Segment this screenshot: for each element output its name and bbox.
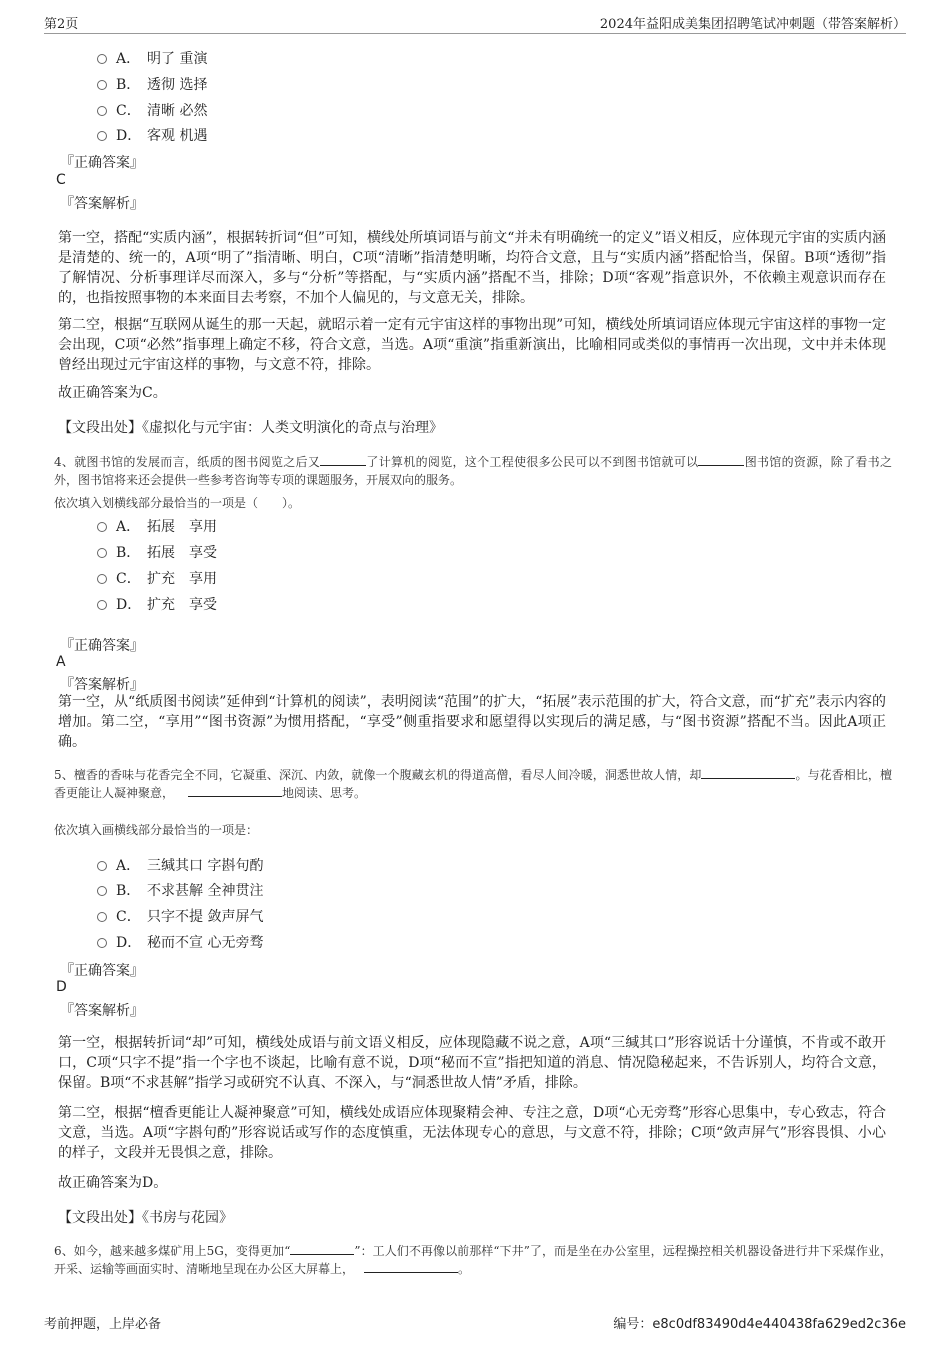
radio-icon[interactable]	[97, 886, 107, 896]
page-header	[44, 13, 906, 34]
q5-source: 【文段出处】《书房与花园》	[58, 1210, 233, 1226]
q5-option-c[interactable]: C． 只字不提 敛声屏气	[97, 906, 263, 926]
radio-icon[interactable]	[97, 912, 107, 922]
q3-answer: C	[56, 172, 66, 188]
q3-analysis-paragraph-1: 第一空，搭配“实质内涵”，根据转折词“但”可知，横线处所填词语与前文“并未有明确统一的定义”语义相反，应体现元宇宙的实质内涵是清楚的、统一的，A项“明了”指清晰、明白，C项“清晰”指清楚明晰，均符合文意，且与“实质内涵”搭配恰当，保留。B项“透彻”指了解情况、分析事理详尽而深入，多与“分析”等搭配，与“实质内涵”搭配不当，排除；D项“客观”指意识外，不依赖主观意识而存在的，也指按照事物的本来面目去考察，不加个人偏见的，与文意无关，排除。	[58, 230, 886, 306]
q4-prompt: 依次填入划横线部分最恰当的一项是（ ）。	[54, 496, 301, 510]
radio-icon[interactable]	[97, 80, 107, 90]
q4-analysis-label: 『答案解析』	[60, 677, 144, 693]
q4-option-b[interactable]: B． 拓展 享受	[97, 542, 217, 562]
fill-blank	[188, 784, 282, 797]
q5-analysis-paragraph-1: 第一空，根据转折词“却”可知，横线处成语与前文语义相反，应体现隐藏不说之意，A项“三缄其口”形容说话十分谨慎，不肯或不敢开口，C项“只字不提”指一个字也不谈起，比喻有意不说，D项“秘而不宣”指把知道的消息、情况隐秘起来，不告诉别人，均符合文意，保留。B项“不求甚解”指学习或研究不认真、不深入，与“洞悉世故人情”矛盾，排除。	[58, 1035, 886, 1091]
radio-icon[interactable]	[97, 938, 107, 948]
fill-blank	[698, 453, 744, 466]
q5-question: 5、檀香的香味与花香完全不同，它凝重、深沉、内敛，就像一个腹藏玄机的得道高僧，看尽人间冷暖，洞悉世故人情，却 。与花香相比，檀香更能让人凝神聚意， 地阅读、思考。	[54, 768, 892, 800]
q6-question: 6、如今，越来越多煤矿用上5G，变得更加“ ”：工人们不再像以前那样“下井”了，而是坐在办公室里，远程操控相关机器设备进行井下采煤作业，开采、运输等画面实时、清晰地呈现在办公区大屏幕上， 。	[54, 1244, 892, 1276]
q5-analysis-paragraph-2: 第二空，根据“檀香更能让人凝神聚意”可知，横线处成语应体现聚精会神、专注之意，D项“心无旁骛”形容心思集中，专心致志，符合文意，当选。A项“字斟句酌”形容说话或写作的态度慎重，无法体现专心的意思，与文意不符，排除；C项“敛声屏气”形容畏惧、小心的样子，文段并无畏惧之意，排除。	[58, 1105, 886, 1161]
radio-icon[interactable]	[97, 861, 107, 871]
radio-icon[interactable]	[97, 54, 107, 64]
footer-slogan: 考前押题，上岸必备	[44, 1317, 162, 1332]
q3-option-d[interactable]: D． 客观 机遇	[97, 125, 207, 145]
radio-icon[interactable]	[97, 522, 107, 532]
q3-option-c[interactable]: C． 清晰 必然	[97, 100, 207, 120]
q3-option-a[interactable]: A． 明了 重演	[97, 48, 207, 68]
page-number: 第2页	[44, 17, 79, 32]
q3-answer-label: 『正确答案』	[60, 155, 144, 171]
q4-option-a[interactable]: A． 拓展 享用	[97, 516, 217, 536]
q5-answer-label: 『正确答案』	[60, 963, 144, 979]
q3-conclusion: 故正确答案为C。	[58, 385, 167, 401]
q4-answer: A	[56, 654, 66, 670]
fill-blank	[320, 453, 366, 466]
q3-analysis-label: 『答案解析』	[60, 196, 144, 212]
radio-icon[interactable]	[97, 106, 107, 116]
q5-option-b[interactable]: B． 不求甚解 全神贯注	[97, 880, 263, 900]
fill-blank	[701, 766, 795, 779]
radio-icon[interactable]	[97, 548, 107, 558]
q4-option-d[interactable]: D． 扩充 享受	[97, 594, 217, 614]
radio-icon[interactable]	[97, 574, 107, 584]
q5-prompt: 依次填入画横线部分最恰当的一项是：	[54, 823, 259, 837]
q3-analysis-paragraph-2: 第二空，根据“互联网从诞生的那一天起，就昭示着一定有元宇宙这样的事物出现”可知，横线处所填词语应体现元宇宙这样的事物一定会出现，C项“必然”指事理上确定不移，符合文意，当选。A项“重演”指重新演出，比喻相同或类似的事情再一次出现，文中并未体现曾经出现过元宇宙这样的事物，与文意不符，排除。	[58, 317, 886, 373]
q4-option-c[interactable]: C． 扩充 享用	[97, 568, 217, 588]
document-title: 2024年益阳成美集团招聘笔试冲刺题（带答案解析）	[599, 17, 906, 32]
q5-conclusion: 故正确答案为D。	[58, 1175, 168, 1191]
q4-answer-label: 『正确答案』	[60, 638, 144, 654]
q4-question: 4、就图书馆的发展而言，纸质的图书阅览之后又 了计算机的阅览，这个工程使很多公民可以不到图书馆就可以 图书馆的资源，除了看书之外，图书馆将来还会提供一些参考咨询等专项的课题服务，开展双向的服务。	[54, 455, 892, 487]
q3-source: 【文段出处】《虚拟化与元宇宙：人类文明演化的奇点与治理》	[58, 420, 443, 436]
q5-option-d[interactable]: D． 秘而不宣 心无旁骛	[97, 932, 263, 952]
radio-icon[interactable]	[97, 131, 107, 141]
fill-blank	[290, 1242, 354, 1255]
radio-icon[interactable]	[97, 600, 107, 610]
q4-analysis: 第一空，从“纸质图书阅读”延伸到“计算机的阅读”，表明阅读“范围”的扩大，“拓展”表示范围的扩大，符合文意，而“扩充”表示内容的增加。第二空，“享用”“图书资源”为惯用搭配，“享受”侧重指要求和愿望得以实现后的满足感，与“图书资源”搭配不当。因此A项正确。	[58, 694, 886, 750]
q5-option-a[interactable]: A． 三缄其口 字斟句酌	[97, 855, 263, 875]
q3-option-b[interactable]: B． 透彻 选择	[97, 74, 207, 94]
fill-blank	[364, 1260, 458, 1273]
document-code: 编号：e8c0df83490d4e440438fa629ed2c36e	[613, 1317, 906, 1332]
q5-analysis-label: 『答案解析』	[60, 1003, 144, 1019]
q5-answer: D	[56, 979, 67, 995]
